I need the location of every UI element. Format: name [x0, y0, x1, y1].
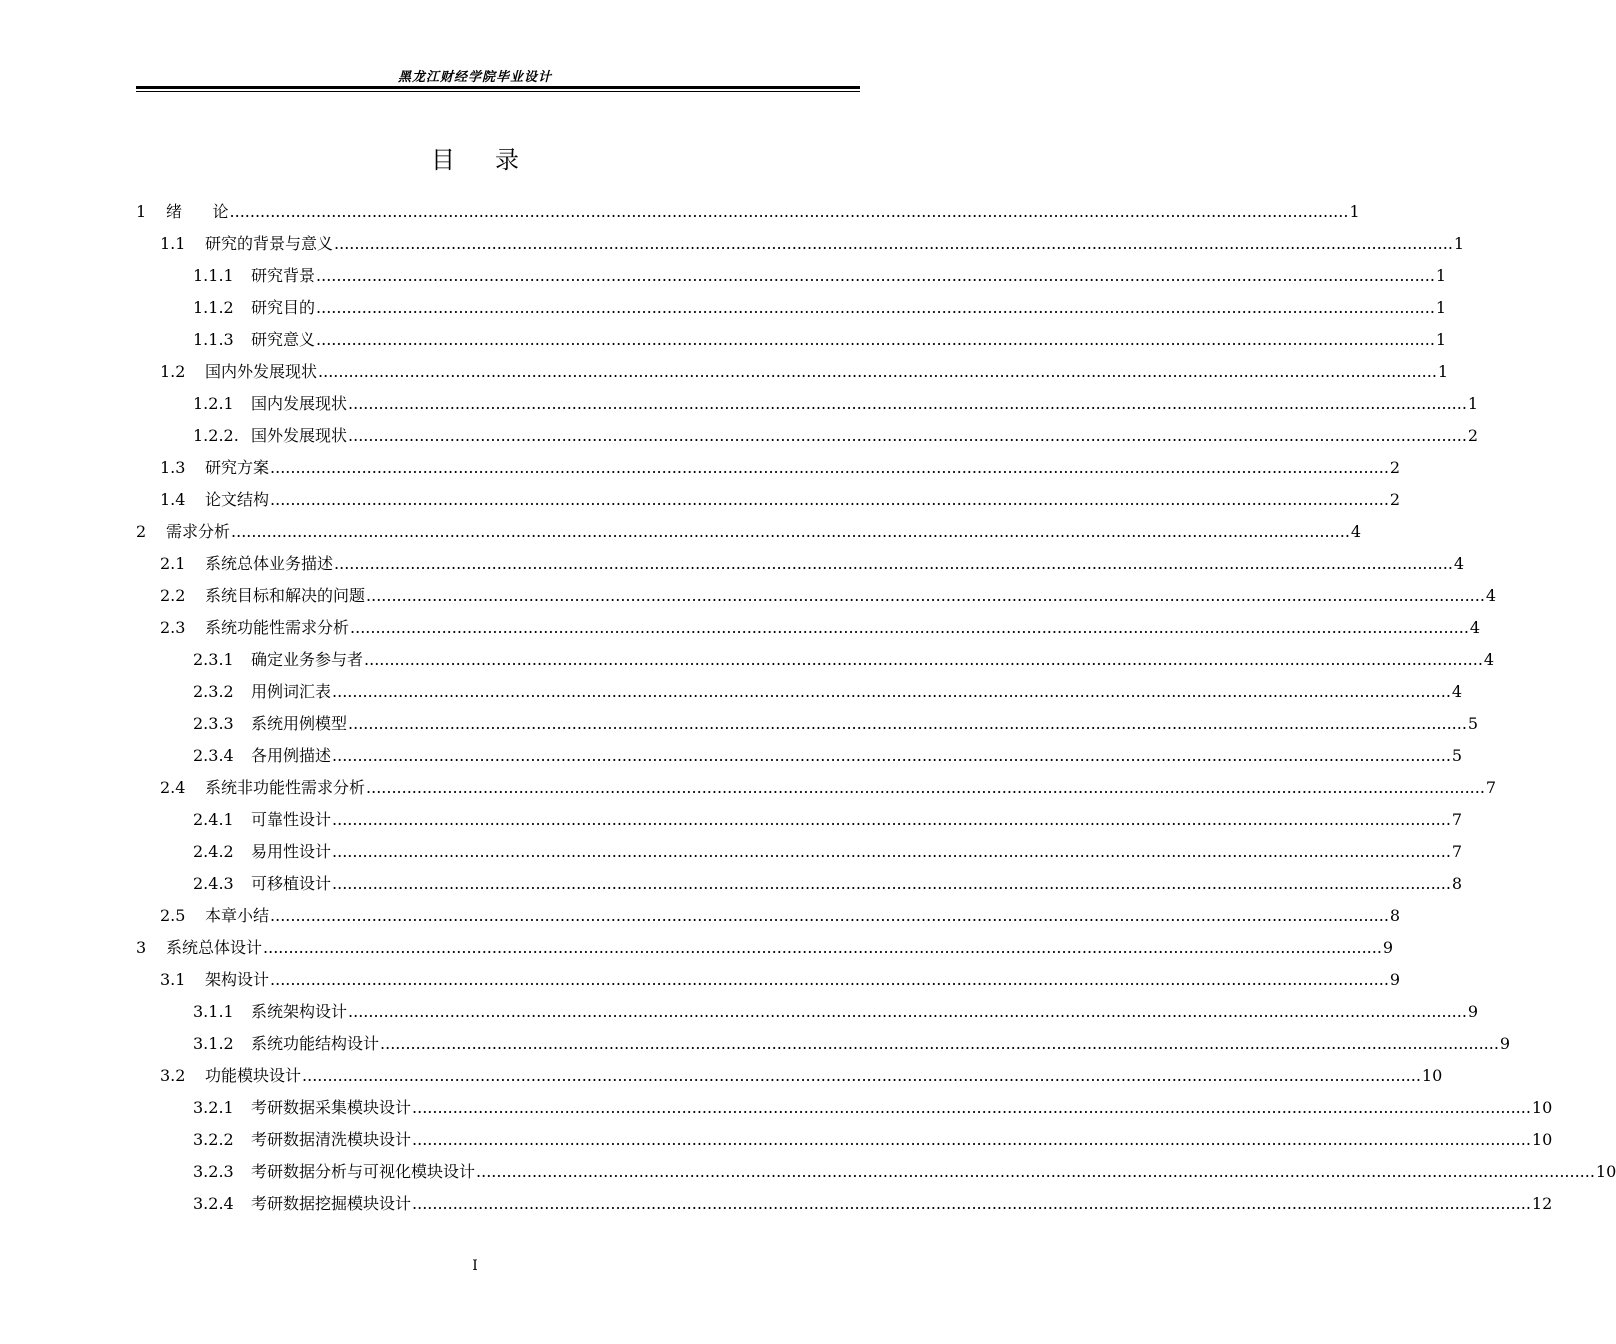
toc-entry[interactable] — [136, 1092, 1553, 1124]
toc-entry[interactable] — [136, 676, 1463, 708]
toc-entry-number: 2 — [136, 522, 147, 541]
page-number: I — [472, 1258, 478, 1274]
toc-entry-page: 1 — [1467, 394, 1479, 413]
toc-leader-dots: ............................................................................................................................................................................................................................ — [350, 618, 1469, 637]
toc-entry-page: 10 — [1595, 1162, 1616, 1181]
toc-leader-dots: ............................................................................................................................................................................................................................ — [412, 1098, 1531, 1117]
toc-entry[interactable] — [136, 324, 1447, 356]
toc-entry-label: 国外发展现状 — [251, 426, 348, 445]
toc-entry-page: 8 — [1451, 874, 1463, 893]
toc-entry[interactable] — [136, 1156, 1616, 1188]
toc-entry-page: 5 — [1451, 746, 1463, 765]
toc-entry-number: 2.1 — [160, 554, 186, 573]
toc-entry-label: 可靠性设计 — [251, 810, 332, 829]
toc-entry-number: 2.2 — [160, 586, 186, 605]
page-header-title: 黑龙江财经学院毕业设计 — [397, 70, 552, 85]
toc-entry-page: 10 — [1531, 1130, 1553, 1149]
toc-entry-page: 4 — [1485, 586, 1497, 605]
toc-entry-page: 2 — [1467, 426, 1479, 445]
toc-entry-label: 系统目标和解决的问题 — [205, 586, 366, 605]
toc-leader-dots: ............................................................................................................................................................................................................................ — [231, 522, 1350, 541]
toc-entry-number: 1.2 — [160, 362, 186, 381]
toc-leader-dots: ............................................................................................................................................................................................................................ — [332, 810, 1451, 829]
toc-entry[interactable] — [136, 1060, 1443, 1092]
toc-entry-label: 用例词汇表 — [251, 682, 332, 701]
toc-entry-number: 2.3.4 — [193, 746, 234, 765]
toc-entry-page: 9 — [1499, 1034, 1511, 1053]
toc-leader-dots: ............................................................................................................................................................................................................................ — [316, 298, 1435, 317]
toc-entry-number: 1.1.1 — [193, 266, 234, 285]
toc-entry[interactable] — [136, 612, 1481, 644]
toc-leader-dots: ............................................................................................................................................................................................................................ — [332, 682, 1451, 701]
toc-entry-number: 1.2.2. — [193, 426, 239, 445]
toc-leader-dots: ............................................................................................................................................................................................................................ — [332, 746, 1451, 765]
toc-entry-page: 4 — [1451, 682, 1463, 701]
toc-entry-label: 论文结构 — [205, 490, 270, 509]
toc-entry-label: 系统功能性需求分析 — [205, 618, 350, 637]
toc-entry-label: 研究方案 — [205, 458, 270, 477]
toc-entry-number: 1.1 — [160, 234, 186, 253]
toc-entry-label: 系统总体业务描述 — [205, 554, 334, 573]
toc-entry-label: 研究目的 — [251, 298, 316, 317]
toc-leader-dots: ............................................................................................................................................................................................................................ — [332, 874, 1451, 893]
toc-entry-number: 2.4.3 — [193, 874, 234, 893]
toc-leader-dots: ............................................................................................................................................................................................................................ — [348, 1002, 1467, 1021]
toc-entry-number: 3.1.1 — [193, 1002, 234, 1021]
toc-entry-page: 1 — [1435, 266, 1447, 285]
header-rule-thin — [136, 91, 860, 92]
toc-entry-number: 2.4.1 — [193, 810, 234, 829]
toc-entry[interactable] — [136, 1028, 1511, 1060]
toc-entry[interactable] — [136, 836, 1463, 868]
toc-entry-label: 需求分析 — [166, 522, 231, 541]
toc-leader-dots: ............................................................................................................................................................................................................................ — [366, 586, 1485, 605]
toc-leader-dots: ............................................................................................................................................................................................................................ — [476, 1162, 1595, 1181]
toc-entry[interactable] — [136, 228, 1465, 260]
toc-leader-dots: ............................................................................................................................................................................................................................ — [380, 1034, 1499, 1053]
toc-entry-number: 2.3.2 — [193, 682, 234, 701]
toc-entry-label: 各用例描述 — [251, 746, 332, 765]
toc-entry[interactable] — [136, 708, 1479, 740]
toc-leader-dots: ............................................................................................................................................................................................................................ — [316, 330, 1435, 349]
toc-entry-page: 9 — [1467, 1002, 1479, 1021]
toc-entry-label: 考研数据清洗模块设计 — [251, 1130, 412, 1149]
toc-leader-dots: ............................................................................................................................................................................................................................ — [316, 266, 1435, 285]
toc-entry-number: 1.4 — [160, 490, 186, 509]
toc-entry-label: 功能模块设计 — [205, 1066, 302, 1085]
toc-leader-dots: ............................................................................................................................................................................................................................ — [364, 650, 1483, 669]
toc-entry-number: 3.2.1 — [193, 1098, 234, 1117]
toc-entry-label: 系统用例模型 — [251, 714, 348, 733]
toc-entry-number: 2.3 — [160, 618, 186, 637]
toc-entry-number: 3.2.2 — [193, 1130, 234, 1149]
toc-entry[interactable] — [136, 356, 1449, 388]
toc-leader-dots: ............................................................................................................................................................................................................................ — [332, 842, 1451, 861]
toc-entry[interactable] — [136, 548, 1465, 580]
toc-entry[interactable] — [136, 900, 1401, 932]
toc-entry-page: 8 — [1389, 906, 1401, 925]
toc-entry-label: 系统架构设计 — [251, 1002, 348, 1021]
toc-entry-number: 1.1.2 — [193, 298, 234, 317]
toc-entry-number: 1.1.3 — [193, 330, 234, 349]
toc-entry-number: 2.4.2 — [193, 842, 234, 861]
toc-entry[interactable] — [136, 804, 1463, 836]
toc-entry-page: 7 — [1451, 842, 1463, 861]
toc-entry[interactable] — [136, 292, 1447, 324]
toc-leader-dots: ............................................................................................................................................................................................................................ — [263, 938, 1382, 957]
toc-entry-page: 1 — [1349, 202, 1360, 221]
toc-entry-number: 2.5 — [160, 906, 186, 925]
toc-entry-page: 1 — [1453, 234, 1465, 253]
toc-entry[interactable] — [136, 580, 1497, 612]
toc-entry[interactable] — [136, 388, 1479, 420]
toc-leader-dots: ............................................................................................................................................................................................................................ — [334, 234, 1453, 253]
toc-entry[interactable] — [136, 516, 1362, 548]
toc-leader-dots: ............................................................................................................................................................................................................................ — [348, 394, 1467, 413]
toc-entry-number: 3.2.4 — [193, 1194, 234, 1213]
toc-entry[interactable] — [136, 868, 1463, 900]
toc-entry-page: 7 — [1451, 810, 1463, 829]
toc-entry-label: 可移植设计 — [251, 874, 332, 893]
toc-entry-label: 国内发展现状 — [251, 394, 348, 413]
toc-entry[interactable] — [136, 452, 1401, 484]
toc-entry[interactable] — [136, 964, 1401, 996]
toc-entry-number: 2.3.1 — [193, 650, 234, 669]
toc-entry-label: 研究背景 — [251, 266, 316, 285]
toc-entry-page: 4 — [1453, 554, 1465, 573]
toc-entry[interactable] — [136, 196, 1360, 228]
toc-entry-label: 研究意义 — [251, 330, 316, 349]
toc-leader-dots: ............................................................................................................................................................................................................................ — [229, 202, 1349, 221]
toc-title: 目录 — [431, 146, 559, 174]
toc-entry-label: 国内外发展现状 — [205, 362, 318, 381]
toc-leader-dots: ............................................................................................................................................................................................................................ — [412, 1194, 1531, 1213]
toc-entry[interactable] — [136, 260, 1447, 292]
toc-entry-number: 3.2.3 — [193, 1162, 234, 1181]
toc-entry-label: 系统总体设计 — [166, 938, 263, 957]
toc-entry-page: 4 — [1469, 618, 1481, 637]
toc-entry[interactable] — [136, 772, 1497, 804]
toc-entry[interactable] — [136, 1188, 1553, 1220]
toc-entry[interactable] — [136, 740, 1463, 772]
toc-entry-page: 4 — [1350, 522, 1362, 541]
toc-entry-page: 2 — [1389, 458, 1401, 477]
toc-entry-label: 绪 论 — [166, 202, 229, 221]
toc-entry-number: 3.2 — [160, 1066, 186, 1085]
toc-entry-page: 9 — [1382, 938, 1394, 957]
toc-entry[interactable] — [136, 932, 1394, 964]
toc-entry-label: 研究的背景与意义 — [205, 234, 334, 253]
toc-leader-dots: ............................................................................................................................................................................................................................ — [412, 1130, 1531, 1149]
toc-entry-page: 9 — [1389, 970, 1401, 989]
toc-leader-dots: ............................................................................................................................................................................................................................ — [270, 906, 1389, 925]
table-of-contents — [136, 196, 1616, 1220]
header-rule-thick — [136, 86, 860, 89]
toc-entry-label: 易用性设计 — [251, 842, 332, 861]
toc-entry[interactable] — [136, 420, 1479, 452]
toc-entry-page: 10 — [1531, 1098, 1553, 1117]
toc-entry-number: 1 — [136, 202, 147, 221]
toc-entry-page: 12 — [1531, 1194, 1553, 1213]
toc-leader-dots: ............................................................................................................................................................................................................................ — [318, 362, 1437, 381]
toc-entry-label: 确定业务参与者 — [251, 650, 364, 669]
toc-leader-dots: ............................................................................................................................................................................................................................ — [302, 1066, 1421, 1085]
toc-leader-dots: ............................................................................................................................................................................................................................ — [348, 714, 1467, 733]
toc-entry-label: 系统功能结构设计 — [251, 1034, 380, 1053]
toc-entry-number: 1.3 — [160, 458, 186, 477]
toc-entry[interactable] — [136, 996, 1479, 1028]
toc-entry-page: 4 — [1483, 650, 1495, 669]
toc-entry[interactable] — [136, 644, 1495, 676]
toc-entry-page: 7 — [1485, 778, 1497, 797]
toc-entry[interactable] — [136, 1124, 1553, 1156]
toc-entry-number: 2.3.3 — [193, 714, 234, 733]
toc-entry-number: 2.4 — [160, 778, 186, 797]
toc-leader-dots: ............................................................................................................................................................................................................................ — [334, 554, 1453, 573]
toc-entry-number: 3 — [136, 938, 147, 957]
toc-entry-label: 考研数据分析与可视化模块设计 — [251, 1162, 476, 1181]
toc-entry-page: 1 — [1435, 298, 1447, 317]
toc-entry[interactable] — [136, 484, 1401, 516]
toc-entry-page: 5 — [1467, 714, 1479, 733]
toc-entry-label: 本章小结 — [205, 906, 270, 925]
toc-leader-dots: ............................................................................................................................................................................................................................ — [348, 426, 1467, 445]
toc-entry-number: 1.2.1 — [193, 394, 234, 413]
toc-leader-dots: ............................................................................................................................................................................................................................ — [366, 778, 1485, 797]
toc-entry-label: 架构设计 — [205, 970, 270, 989]
toc-entry-page: 10 — [1421, 1066, 1443, 1085]
toc-entry-label: 考研数据挖掘模块设计 — [251, 1194, 412, 1213]
toc-entry-number: 3.1.2 — [193, 1034, 234, 1053]
toc-entry-page: 1 — [1435, 330, 1447, 349]
toc-leader-dots: ............................................................................................................................................................................................................................ — [270, 970, 1389, 989]
toc-entry-page: 1 — [1437, 362, 1449, 381]
toc-entry-label: 考研数据采集模块设计 — [251, 1098, 412, 1117]
toc-leader-dots: ............................................................................................................................................................................................................................ — [270, 490, 1389, 509]
toc-entry-page: 2 — [1389, 490, 1401, 509]
toc-entry-number: 3.1 — [160, 970, 186, 989]
toc-leader-dots: ............................................................................................................................................................................................................................ — [270, 458, 1389, 477]
toc-entry-label: 系统非功能性需求分析 — [205, 778, 366, 797]
